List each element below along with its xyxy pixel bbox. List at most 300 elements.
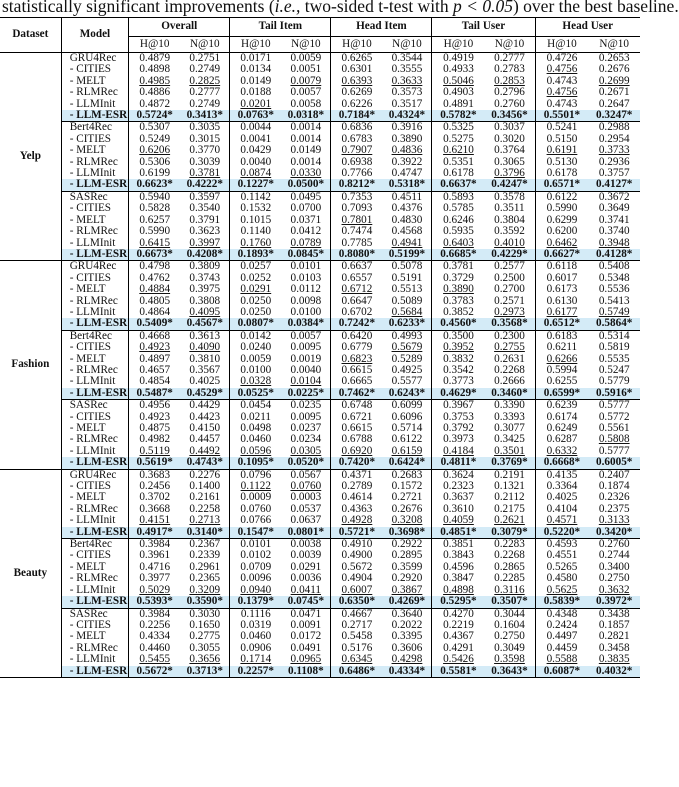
metric-cell: 0.4879 [129,53,181,65]
metric-cell: 0.6246 [432,215,484,226]
metric-cell: 0.0051 [290,63,322,76]
metric-cell: 0.8080* [331,249,383,261]
metric-cell: 0.2258 [189,502,221,515]
metric-cell: 0.3757 [598,167,630,180]
metric-cell: 0.2751 [189,52,221,64]
best-baseline-value: 0.0201 [240,97,272,110]
metric-cell: 0.3640 [391,607,423,620]
metric-cell: 0.2683 [391,468,423,481]
metric-cell: 0.5487* [129,388,181,400]
metric-cell: 0.3683 [129,469,181,481]
metric-cell: 0.0291 [290,560,322,573]
metric-cell: 0.3507* [484,596,535,608]
metric-cell: 0.2749 [189,63,221,76]
metric-cell: 0.5289 [391,352,423,365]
metric-cell [432,515,484,526]
dataset-label: Yelp [0,53,61,261]
metric-cell: 0.2456 [129,481,181,492]
metric-cell: 0.2721 [391,491,423,504]
metric-cell: 0.6233* [382,318,432,330]
metric-cell: 0.0102 [230,550,282,561]
group-header-tail-user: Tail User [432,18,535,37]
table-row-ours [0,666,640,678]
metric-cell: 0.0807* [230,318,282,330]
metric-cell: 0.1532 [230,203,282,214]
metric-header: H@10 [432,37,484,53]
best-baseline-value: 0.4898 [443,583,474,596]
metric-cell: 0.3672 [598,190,630,203]
model-name: - CITIES [61,273,129,284]
metric-cell: 0.4910 [331,539,383,551]
best-baseline-value: 0.4298 [391,653,423,666]
metric-cell: 0.5916* [588,388,640,400]
metric-cell: 0.3140* [180,527,230,539]
metric-cell: 0.3973 [432,434,484,445]
metric-cell: 0.0059 [290,52,322,64]
metric-cell: 0.2744 [598,549,630,562]
metric-cell [432,654,484,665]
model-name: - MELT [61,423,129,434]
metric-cell: 0.3753 [432,412,484,423]
metric-cell: 0.7420* [331,457,383,469]
metric-cell: 0.4891 [432,99,484,110]
metric-cell: 0.3961 [129,550,181,561]
metric-cell: 0.2750 [598,572,630,585]
metric-cell: 0.0058 [290,97,322,110]
metric-cell: 0.1604 [494,618,525,631]
metric-cell: 0.3420* [588,527,640,539]
metric-cell: 0.3637 [432,492,484,503]
metric-cell: 0.5458 [331,631,383,642]
best-baseline-value: 0.0789 [290,236,322,249]
metric-cell: 0.3698* [382,527,432,539]
model-name: - LLM-ESR [61,596,129,608]
metric-cell: 0.4150 [189,422,221,434]
best-baseline-value: 0.6823 [341,352,373,365]
metric-cell: 0.1227* [230,179,282,191]
metric-cell [535,515,588,526]
metric-cell: 0.3741 [598,213,630,226]
metric-cell [129,654,181,665]
metric-cell: 0.1650 [189,618,221,631]
best-baseline-value: 0.6415 [139,236,171,249]
metric-cell [484,342,535,353]
model-name: - CITIES [61,134,129,145]
metric-cell: 0.3922 [391,155,423,168]
metric-cell: 0.3413* [180,110,230,122]
metric-cell: 0.4376 [391,202,423,215]
metric-cell: 0.4270 [432,608,484,620]
metric-cell: 0.3791 [189,213,221,226]
metric-cell: 0.2256 [129,620,181,631]
metric-cell: 0.0040 [230,157,282,168]
metric-cell: 0.4269* [382,596,432,608]
best-baseline-value: 0.6177 [546,305,578,318]
metric-cell: 0.5241 [535,122,588,134]
best-baseline-value: 0.3209 [189,583,221,596]
metric-cell: 0.3540 [189,202,221,215]
metric-cell [484,515,535,526]
metric-cell: 0.0225* [281,388,331,400]
metric-cell: 0.7474 [331,226,383,237]
metric-cell: 0.3764 [494,144,525,157]
metric-cell: 0.6350* [331,596,383,608]
model-name: - MELT [61,76,129,87]
metric-cell: 0.5561 [598,422,630,434]
metric-cell: 0.6239 [535,400,588,412]
metric-cell [129,284,181,295]
metric-cell: 0.3055 [189,641,221,654]
metric-cell: 0.4925 [391,363,423,376]
metric-cell: 0.0100 [230,365,282,376]
metric-cell: 0.6211 [535,342,588,353]
metric-cell: 0.3456* [484,110,535,122]
model-name: - LLM-ESR [61,318,129,330]
best-baseline-value: 0.4571 [546,514,578,527]
metric-cell: 0.0500* [281,179,331,191]
metric-cell: 0.4923 [129,412,181,423]
metric-cell: 0.0525* [230,388,282,400]
model-name: GRU4Rec [61,53,129,65]
metric-cell: 0.6685* [432,249,484,261]
table-row [0,145,640,156]
metric-cell: 0.4127* [588,179,640,191]
best-baseline-value: 0.6266 [546,352,578,365]
metric-cell: 0.0537 [290,502,322,515]
model-name: SASRec [61,400,129,412]
metric-cell: 0.3843 [432,550,484,561]
metric-cell: 0.2796 [494,86,525,99]
metric-cell: 0.0471 [290,607,322,620]
metric-cell: 0.2424 [535,620,588,631]
best-baseline-value: 0.5029 [139,583,171,596]
best-baseline-value: 0.1714 [240,653,272,666]
metric-cell: 0.0101 [230,539,282,551]
metric-cell: 0.5535 [598,352,630,365]
metric-cell: 0.2895 [391,549,423,562]
metric-cell: 0.2653 [598,52,630,64]
metric-cell: 0.0250 [230,296,282,307]
metric-cell: 0.5714 [391,422,423,434]
dataset-header: Dataset [0,18,61,53]
metric-cell: 0.0498 [230,423,282,434]
metric-cell: 0.0845* [281,249,331,261]
metric-cell: 0.2326 [598,491,630,504]
metric-cell: 0.1095* [230,457,282,469]
best-baseline-value: 0.4923 [139,341,171,354]
table-row [0,261,640,273]
metric-cell: 0.3809 [189,260,221,273]
metric-cell: 0.4743 [535,99,588,110]
metric-cell: 0.3610 [432,504,484,515]
best-baseline-value: 0.2621 [494,514,525,527]
caption-math: p < 0.05 [453,0,513,16]
metric-cell: 0.3030 [189,607,221,620]
metric-cell: 0.3542 [432,365,484,376]
metric-cell: 0.7184* [331,110,383,122]
metric-cell: 0.4025 [189,375,221,388]
metric-cell: 0.3044 [494,607,525,620]
best-baseline-value: 0.3598 [494,653,525,666]
metric-cell: 0.4811* [432,457,484,469]
metric-cell: 0.0250 [230,307,282,318]
metric-cell: 0.7242* [331,318,383,330]
model-name: - MELT [61,562,129,573]
best-baseline-value: 0.3208 [391,514,423,527]
table-row [0,631,640,642]
table-row [0,87,640,98]
metric-cell: 0.3977 [129,573,181,584]
model-name: - LLM-ESR [61,457,129,469]
metric-cell: 0.2749 [189,97,221,110]
table-body [0,53,640,678]
metric-cell: 0.3077 [494,422,525,434]
metric-cell: 0.5990 [129,226,181,237]
group-header-head-user: Head User [535,18,640,37]
metric-cell: 0.5577 [391,375,423,388]
metric-cell: 0.4497 [535,631,588,642]
metric-cell: 0.4854 [129,376,181,387]
metric-cell: 0.5721* [331,527,383,539]
metric-cell: 0.0059 [230,354,282,365]
metric-cell: 0.2577 [494,260,525,273]
table-row-ours [0,388,640,400]
metric-cell: 0.2666 [494,375,525,388]
metric-cell: 0.4568 [391,225,423,238]
metric-cell: 0.6130 [535,296,588,307]
best-baseline-value: 0.0874 [240,167,272,180]
metric-cell: 0.5408 [598,260,630,273]
metric-cell: 0.5247 [598,363,630,376]
best-baseline-value: 0.4010 [494,236,525,249]
best-baseline-value: 0.7801 [341,213,373,226]
best-baseline-value: 0.5119 [139,444,170,457]
metric-cell: 0.6199 [129,168,181,179]
best-baseline-value: 0.4090 [189,341,221,354]
metric-cell: 0.2954 [598,132,630,145]
model-name: - LLM-ESR [61,179,129,191]
best-baseline-value: 0.4492 [189,444,221,457]
best-baseline-value: 0.4756 [546,86,578,99]
metric-cell: 0.4933 [432,64,484,75]
metric-cell: 0.3792 [432,423,484,434]
metric-cell [588,515,640,526]
metric-cell: 0.4872 [129,99,181,110]
model-name: SASRec [61,608,129,620]
metric-cell: 0.0700 [290,202,322,215]
best-baseline-value: 0.2973 [494,305,525,318]
metric-cell: 0.6938 [331,157,383,168]
metric-cell: 0.3511 [494,202,525,215]
metric-cell: 0.3460* [484,388,535,400]
metric-cell: 0.2760 [598,538,630,551]
model-name: - LLMInit [61,654,129,665]
metric-cell: 0.4511 [391,190,423,203]
metric-cell: 0.6257 [129,215,181,226]
model-name: - LLMInit [61,585,129,596]
metric-cell: 0.3555 [391,63,423,76]
metric-cell: 0.0095 [290,341,322,354]
metric-cell: 0.6615 [331,365,383,376]
best-baseline-value: 0.6403 [443,236,474,249]
metric-cell: 0.2775 [189,630,221,643]
metric-cell: 0.3606 [391,641,423,654]
metric-cell: 0.4993 [391,329,423,342]
metric-cell: 0.5078 [391,260,423,273]
metric-cell: 0.4864 [129,307,181,318]
best-baseline-value: 0.3116 [494,583,525,596]
metric-cell: 0.3395 [391,630,423,643]
model-name: - RLMRec [61,296,129,307]
metric-cell: 0.2500 [494,271,525,284]
metric-cell: 0.4324* [382,110,432,122]
metric-cell [331,145,383,156]
model-name: GRU4Rec [61,261,129,273]
best-baseline-value: 0.4884 [139,283,171,296]
metric-cell: 0.4743 [535,76,588,87]
metric-cell: 0.2777 [494,52,525,64]
metric-cell: 0.6665 [331,376,383,387]
best-baseline-value: 0.5749 [598,305,630,318]
metric-cell: 0.0057 [290,329,322,342]
best-baseline-value: 0.0079 [290,74,322,87]
metric-cell: 0.4982 [129,434,181,445]
metric-cell: 0.2750 [494,630,525,643]
metric-cell: 0.6265 [331,53,383,65]
metric-cell [129,342,181,353]
model-name: - RLMRec [61,157,129,168]
model-name: - LLM-ESR [61,249,129,261]
best-baseline-value: 0.4095 [189,305,221,318]
model-name: - RLMRec [61,434,129,445]
metric-cell: 0.2283 [494,538,525,551]
metric-cell [281,654,331,665]
metric-cell: 0.4128* [588,249,640,261]
metric-cell: 0.5275 [432,134,484,145]
dataset-label: Beauty [0,469,61,677]
metric-cell: 0.4567* [180,318,230,330]
metric-cell: 0.4291 [432,643,484,654]
best-baseline-value: 0.6206 [139,144,171,157]
metric-cell: 0.5314 [598,329,630,342]
best-baseline-value: 0.4985 [139,74,171,87]
metric-cell: 0.4798 [129,261,181,273]
metric-cell: 0.2285 [494,572,525,585]
metric-cell: 0.4897 [129,354,181,365]
model-name: - RLMRec [61,226,129,237]
metric-cell: 0.6122 [535,191,588,203]
metric-cell: 0.0172 [290,630,322,643]
metric-cell: 0.6721 [331,412,383,423]
metric-cell: 0.4334 [129,631,181,642]
metric-cell [331,654,383,665]
best-baseline-value: 0.7907 [341,144,373,157]
metric-cell: 0.5940 [129,191,181,203]
metric-cell: 0.2161 [189,491,221,504]
metric-cell: 0.6836 [331,122,383,134]
best-baseline-value: 0.0940 [240,583,272,596]
metric-cell [129,515,181,526]
best-baseline-value: 0.0291 [240,283,272,296]
metric-cell: 0.1142 [230,191,282,203]
metric-cell: 0.4668 [129,330,181,342]
best-baseline-value: 0.3890 [443,283,474,296]
metric-cell: 0.6017 [535,273,588,284]
metric-cell: 0.0491 [290,641,322,654]
metric-cell: 0.0745* [281,596,331,608]
metric-cell: 0.4348 [535,608,588,620]
metric-cell [432,145,484,156]
best-baseline-value: 0.6462 [546,236,578,249]
table-row-ours [0,318,640,330]
best-baseline-value: 0.5625 [546,583,578,596]
best-baseline-value: 0.6159 [391,444,423,457]
metric-cell: 0.0454 [230,400,282,412]
best-baseline-value: 0.0411 [290,583,322,596]
metric-cell: 0.5994 [535,365,588,376]
metric-cell: 0.3769* [484,457,535,469]
metric-cell: 0.4919 [432,53,484,65]
metric-cell: 0.6249 [535,423,588,434]
group-header-tail-item: Tail Item [230,18,331,37]
best-baseline-value: 0.4059 [443,514,474,527]
metric-cell: 0.1379* [230,596,282,608]
metric-cell [180,654,230,665]
metric-cell: 0.3049 [494,641,525,654]
metric-cell: 0.3544 [391,52,423,64]
metric-cell: 0.0103 [290,271,322,284]
metric-cell: 0.3984 [129,539,181,551]
metric-cell: 0.2789 [331,481,383,492]
metric-cell: 0.5724* [129,110,181,122]
metric-cell: 0.3590* [180,596,230,608]
metric-cell: 0.0142 [230,330,282,342]
metric-cell: 0.3517 [391,97,423,110]
metric-cell: 0.6779 [331,342,383,353]
metric-cell: 0.5864* [588,318,640,330]
metric-header: H@10 [230,37,282,53]
best-baseline-value: 0.6345 [341,653,373,666]
metric-cell: 0.6486* [331,666,383,678]
dataset-label: Fashion [0,261,61,469]
metric-cell: 0.5990 [535,203,588,214]
metric-cell: 0.7462* [331,388,383,400]
best-baseline-value: 0.6191 [546,144,578,157]
metric-header: N@10 [281,37,331,53]
metric-cell: 0.0801* [281,527,331,539]
metric-cell: 0.0412 [290,225,322,238]
table-row-ours [0,527,640,539]
model-name: - MELT [61,145,129,156]
metric-cell: 0.2961 [189,560,221,573]
metric-cell: 0.4875 [129,423,181,434]
model-name: - LLMInit [61,307,129,318]
metric-cell: 0.0040 [290,363,322,376]
metric-cell: 0.4614 [331,492,383,503]
metric-cell: 0.3597 [189,190,221,203]
model-name: - LLMInit [61,515,129,526]
metric-cell: 0.5249 [129,134,181,145]
metric-cell: 0.3568* [484,318,535,330]
metric-cell: 0.6178 [432,168,484,179]
metric-cell [129,145,181,156]
best-baseline-value: 0.6920 [341,444,373,457]
metric-cell: 0.6200 [535,226,588,237]
model-name: - LLMInit [61,446,129,457]
metric-cell: 0.1321 [494,480,525,493]
best-baseline-value: 0.3948 [598,236,630,249]
metric-cell: 0.1572 [391,480,423,493]
